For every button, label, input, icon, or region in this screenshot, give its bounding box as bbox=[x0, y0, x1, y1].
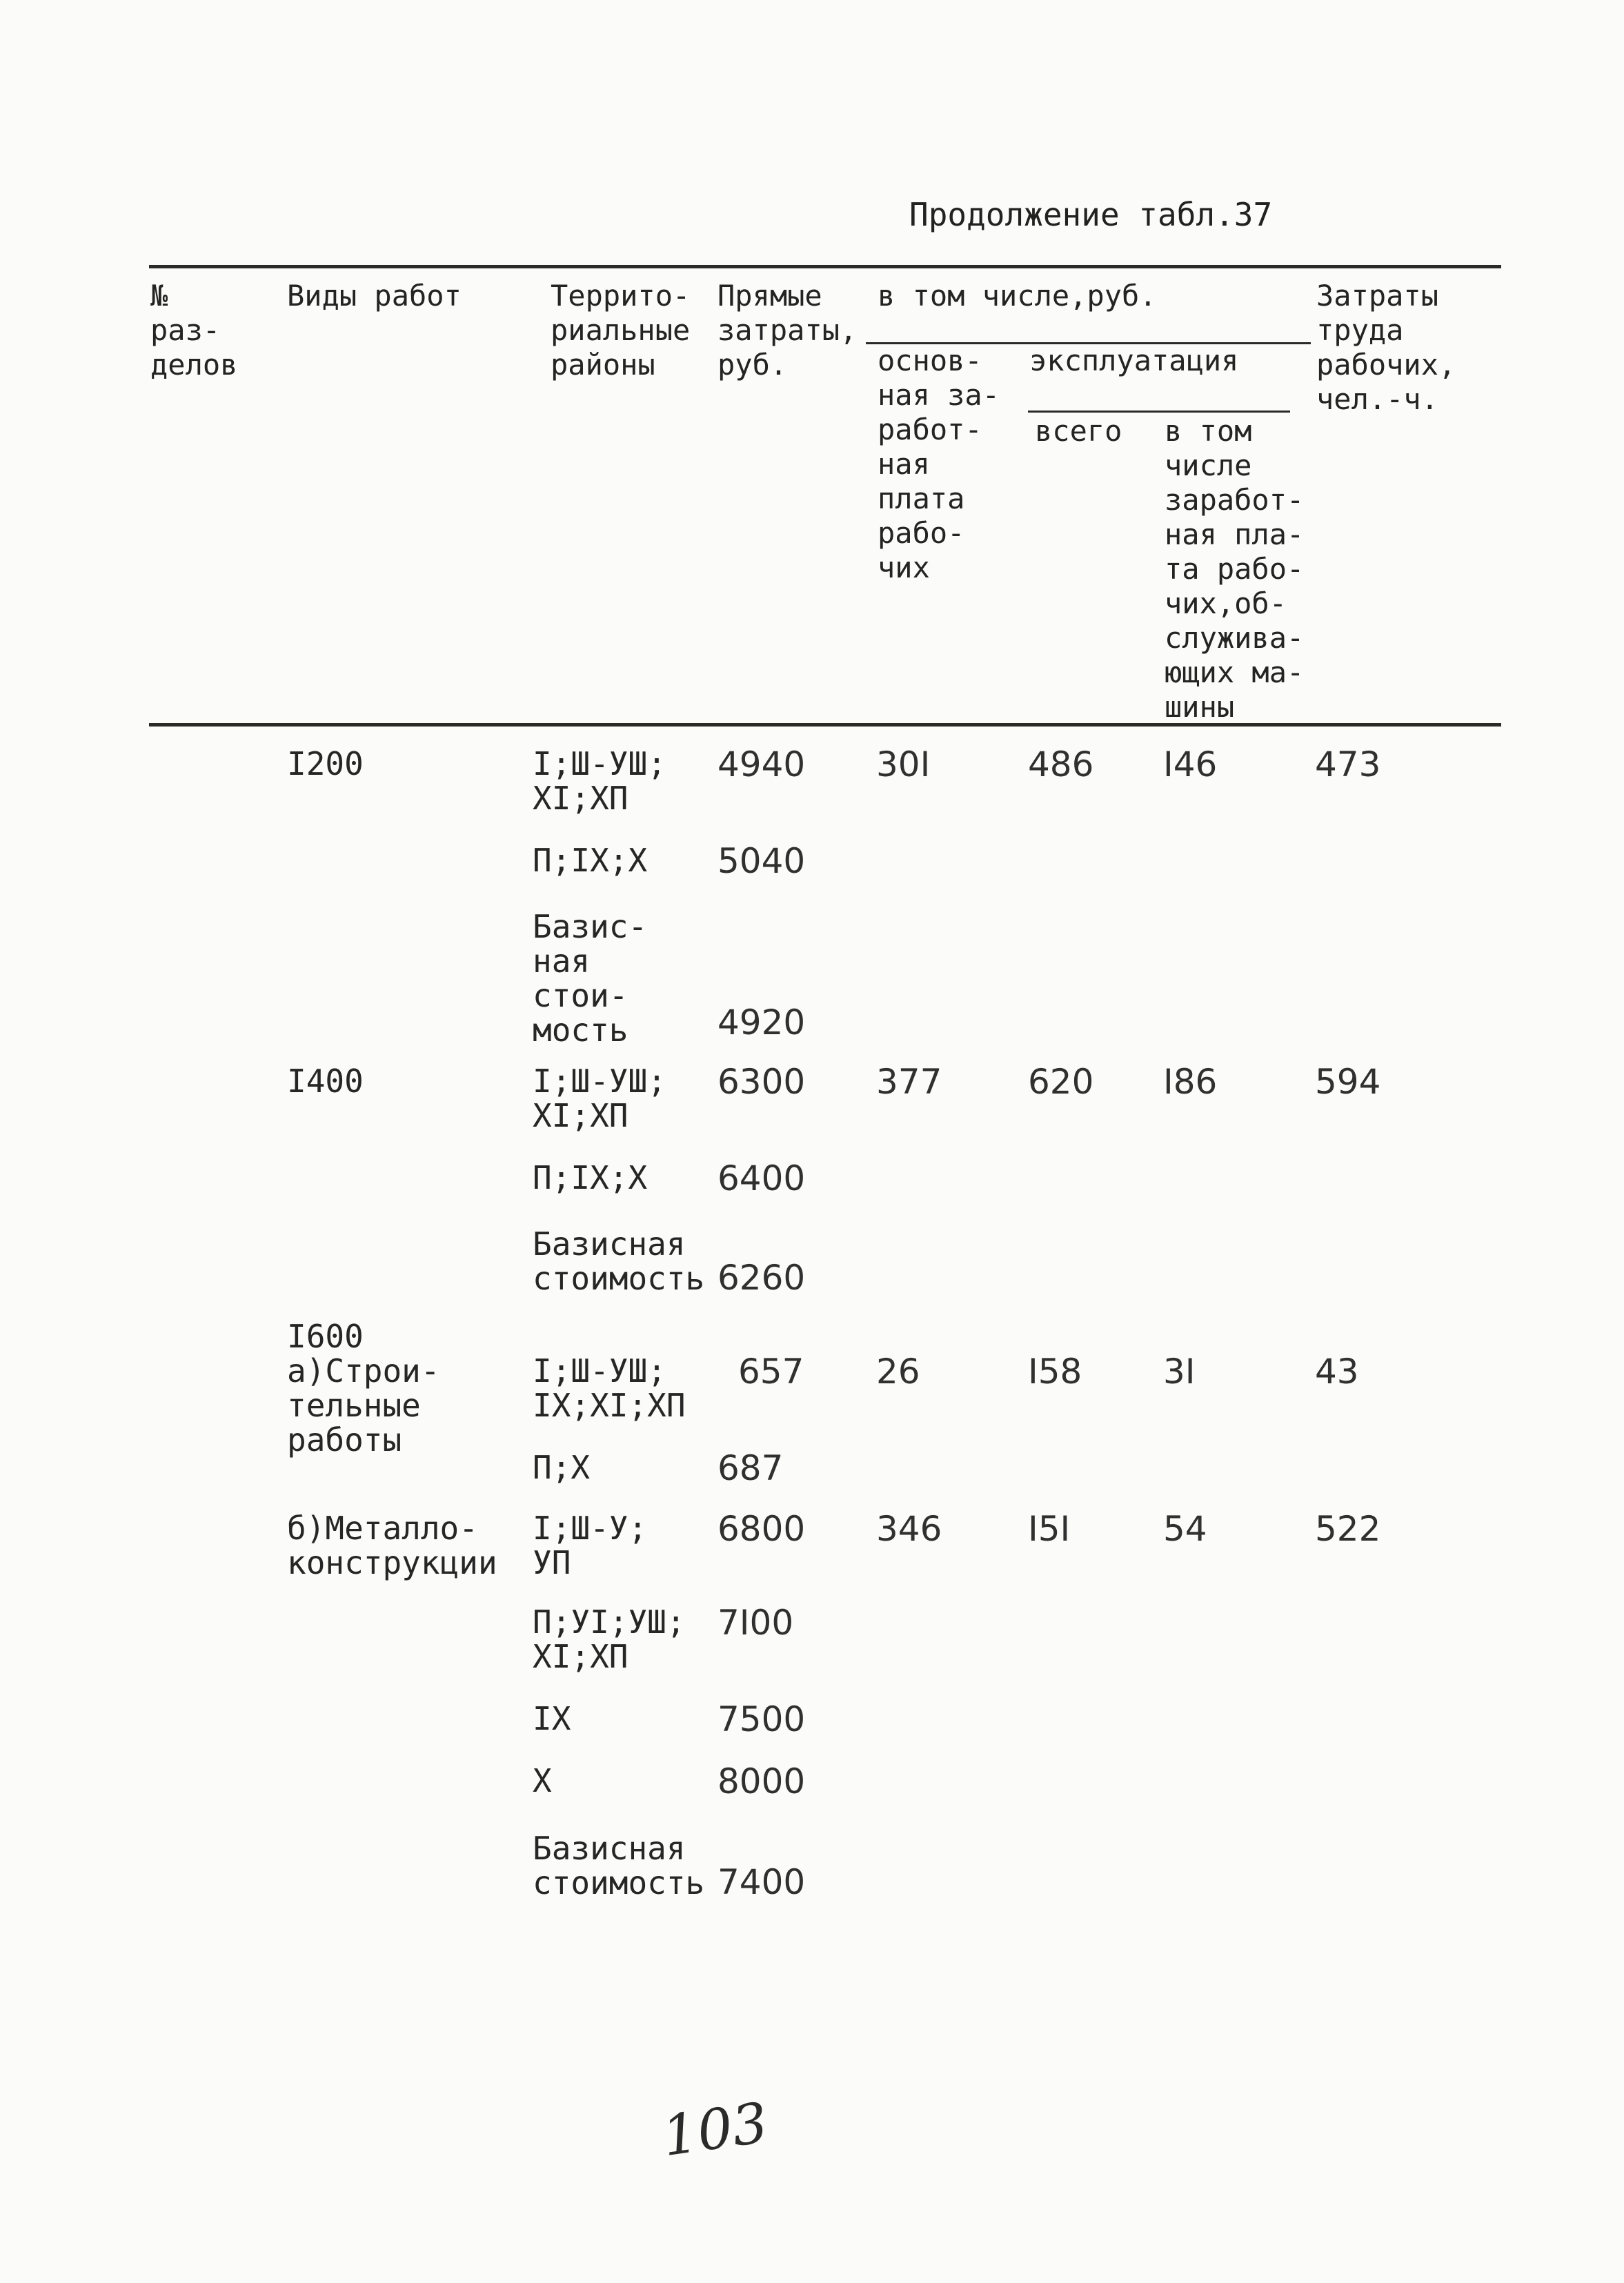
direct-cost-cell: 7400 bbox=[717, 1862, 806, 1902]
region-cell: IX bbox=[533, 1700, 571, 1737]
header-including: в том числе,руб. bbox=[878, 279, 1157, 313]
direct-cost-cell: 657 bbox=[738, 1352, 804, 1392]
direct-cost-cell: 5040 bbox=[717, 841, 806, 881]
header-territory: Террито- риальные районы bbox=[551, 279, 691, 382]
operation-total-cell: 620 bbox=[1028, 1062, 1094, 1102]
region-cell: Базис- ная стои- мость bbox=[533, 908, 648, 1049]
operation-total-cell: I5I bbox=[1028, 1509, 1071, 1549]
region-cell: Базисная стоимость bbox=[533, 1830, 705, 1901]
operation-total-cell: 486 bbox=[1028, 744, 1094, 784]
header-labor: Затраты труда рабочих, чел.-ч. bbox=[1316, 279, 1456, 416]
page-number: 103 bbox=[658, 2090, 772, 2169]
base-wage-cell: 346 bbox=[876, 1509, 942, 1549]
base-wage-cell: 377 bbox=[876, 1062, 942, 1102]
direct-cost-cell: 8000 bbox=[717, 1761, 806, 1801]
region-cell: П;IX;X bbox=[533, 842, 648, 879]
work-type-cell: б)Металло- конструкции bbox=[287, 1510, 497, 1581]
header-machine-wage: в том числе заработ- ная пла- та рабо- чих,об- служива- ющих ма- шины bbox=[1165, 414, 1305, 724]
region-cell: I;Ш-УШ; XI;XП bbox=[533, 745, 666, 817]
region-cell: П;УI;УШ; XI;XП bbox=[533, 1603, 686, 1675]
header-section-number: № раз- делов bbox=[150, 279, 238, 382]
direct-cost-cell: 6800 bbox=[717, 1509, 806, 1549]
table-caption: Продолжение табл.37 bbox=[909, 196, 1273, 233]
operation-underline bbox=[1028, 411, 1290, 413]
header-operation: эксплуатация bbox=[1029, 344, 1239, 377]
region-cell: Базисная стоимость bbox=[533, 1225, 705, 1297]
header-base-wage: основ- ная за- работ- ная плата рабо- чих bbox=[878, 344, 1000, 584]
work-type-cell: I400 bbox=[287, 1063, 364, 1100]
header-work-type: Виды работ bbox=[287, 279, 462, 313]
work-type-cell: I200 bbox=[287, 745, 364, 782]
region-cell: I;Ш-УШ; XI;XП bbox=[533, 1063, 666, 1134]
region-cell: П;X bbox=[533, 1449, 591, 1486]
base-wage-cell: 26 bbox=[876, 1352, 920, 1392]
direct-cost-cell: 6400 bbox=[717, 1158, 806, 1198]
direct-cost-cell: 7500 bbox=[717, 1699, 806, 1739]
direct-cost-cell: 4920 bbox=[717, 1002, 806, 1042]
region-cell: I;Ш-УШ; IX;XI;XП bbox=[533, 1352, 686, 1424]
direct-cost-cell: 4940 bbox=[717, 744, 806, 784]
header-top-rule bbox=[149, 265, 1501, 268]
base-wage-cell: 30I bbox=[876, 744, 931, 784]
region-cell: П;IX;X bbox=[533, 1159, 648, 1196]
machine-wage-cell: I46 bbox=[1163, 744, 1218, 784]
header-operation-total: всего bbox=[1035, 414, 1122, 448]
direct-cost-cell: 7I00 bbox=[717, 1603, 794, 1643]
direct-cost-cell: 6260 bbox=[717, 1258, 806, 1298]
operation-total-cell: I58 bbox=[1028, 1352, 1082, 1392]
region-cell: X bbox=[533, 1762, 552, 1799]
work-type-cell: I600 а)Строи- тельные работы bbox=[287, 1318, 440, 1459]
labor-cell: 43 bbox=[1315, 1352, 1359, 1392]
labor-cell: 522 bbox=[1315, 1509, 1381, 1549]
labor-cell: 594 bbox=[1315, 1062, 1381, 1102]
header-direct-costs: Прямые затраты, руб. bbox=[717, 279, 858, 382]
direct-cost-cell: 6300 bbox=[717, 1062, 806, 1102]
region-cell: I;Ш-У; УП bbox=[533, 1510, 648, 1581]
direct-cost-cell: 687 bbox=[717, 1448, 784, 1488]
labor-cell: 473 bbox=[1315, 744, 1381, 784]
machine-wage-cell: I86 bbox=[1163, 1062, 1218, 1102]
machine-wage-cell: 3I bbox=[1163, 1352, 1196, 1392]
machine-wage-cell: 54 bbox=[1163, 1509, 1207, 1549]
